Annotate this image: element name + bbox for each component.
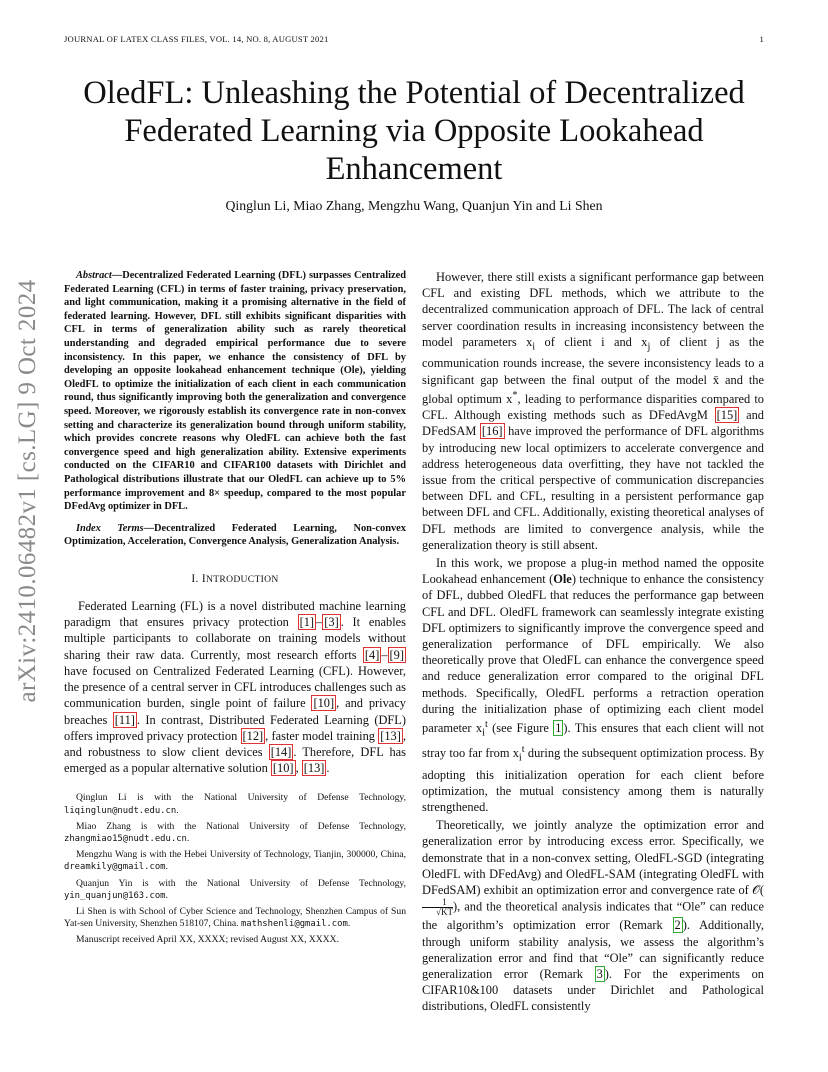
- abstract: [64, 269, 406, 514]
- citation-link[interactable]: [9]: [389, 647, 404, 662]
- email-link[interactable]: mathshenli@gmail.com: [240, 919, 348, 930]
- section-first-letter: I: [201, 572, 207, 585]
- citation-link[interactable]: [3]: [324, 615, 339, 630]
- text-run: ). Additionally, through uniform stability analysis, we assess the algorithm’s generalization error and find that “Ole” can significantly reduce generalization error (Remark: [422, 918, 764, 981]
- footnote-end: .: [165, 889, 168, 901]
- text-run: , leading to performance disparities compared to CFL. Although existing methods such as DFedAvgM: [422, 392, 765, 423]
- index-terms-text: —Decentralized Federated Learning, Non-convex Optimization, Acceleration, Convergence Analysis, Generalization Analysis.: [64, 522, 406, 548]
- citation-link[interactable]: [13]: [303, 761, 325, 776]
- text-run: of client j as the communication rounds increase, the severe inconsistency leads to a significant gap between the final output of the model x̄ and the global optimum x: [422, 334, 764, 407]
- text-run: However, there still exists a significant performance gap between CFL and existing DFL methods, which we attribute to the decentralized communication approach of DFL. The lack of central server coordination results in increasing inconsistency between the model parameters x: [422, 270, 764, 349]
- text-run: . It enables multiple participants to collaborate on training models without sharing their raw data. Currently, most research efforts: [64, 615, 406, 662]
- footnote-text: Qinglun Li is with the National University of Defense Technology,: [76, 792, 406, 804]
- remark-link[interactable]: 2: [674, 918, 681, 933]
- journal-header: JOURNAL OF LATEX CLASS FILES, VOL. 14, NO. 8, AUGUST 2021: [64, 34, 329, 44]
- text-run: ). For the experiments on CIFAR10&100 datasets under Dirichlet and Pathological distributions, OledFL consistently: [422, 966, 764, 1014]
- paragraph-this-work: [422, 555, 764, 815]
- subscript: j: [647, 341, 651, 353]
- text-run: , faster model training: [265, 728, 379, 743]
- citation-link[interactable]: [13]: [380, 728, 401, 743]
- footnote-end: .: [176, 804, 179, 816]
- text-run: Theoretically, we jointly analyze the optimization error and generalization error by introducing excess error. Specifically, we demonstrate that in a non-convex setting, OledFL-SGD (integrating OledFL with DFedAvg) and OledFL-SAM (integrating OledFL with DFedSAM) exhibit an optimization error and convergence rate of 𝒪(: [422, 818, 764, 898]
- manuscript-dates: [64, 934, 406, 946]
- text-run: ,: [295, 761, 302, 776]
- figure-link[interactable]: 1: [555, 721, 562, 736]
- text-run: (see Figure: [487, 721, 554, 736]
- footnote-text: Quanjun Yin is with the National University of Defense Technology,: [76, 877, 406, 889]
- superscript: t: [484, 719, 488, 731]
- text-run: –: [381, 647, 388, 662]
- abstract-label: Abstract: [76, 270, 112, 281]
- text-run: ). This ensures that each client will not stray too far from x: [422, 721, 764, 760]
- paragraph-performance-gap: [422, 269, 764, 553]
- paragraph-theory: [422, 817, 764, 1014]
- superscript: *: [512, 389, 518, 401]
- author-footnotes: [64, 792, 406, 946]
- bold-term: Ole: [553, 572, 572, 587]
- email-link[interactable]: liqinglun@nudt.edu.cn: [64, 805, 177, 816]
- section-heading-introduction: [64, 571, 406, 588]
- running-header: [64, 34, 764, 48]
- footnote-text: Miao Zhang is with the National University of Defense Technology,: [76, 820, 406, 832]
- text-run: ), and the theoretical analysis indicates that “Ole” can reduce the algorithm’s optimization error (Remark: [422, 899, 764, 933]
- citation-link[interactable]: [12]: [242, 728, 264, 743]
- remark-link[interactable]: 3: [596, 966, 603, 981]
- subscript: i: [532, 341, 536, 353]
- fraction-denominator: √KT: [436, 907, 453, 918]
- text-run: –: [316, 615, 323, 630]
- abstract-text: —Decentralized Federated Learning (DFL) surpasses Centralized Federated Learning (CFL) in terms of faster training, privacy preservation, and light communication, making it a promising alternative in the field of federated learning. However, DFL still exhibits significant disparities with CFL in terms of generalization ability such as rarely theoretical understanding and degraded empirical performance due to severe inconsistency. In this paper, we enhance the consistency of DFL by developing an opposite lookahead enhancement technique (Ole), yielding OledFL to optimize the initialization of each client in each communication round, thus significantly improving both the generalization and convergence speed. Moreover, we rigorously establish its convergence rate in non-convex setting and characterize its generalization bound through uniform stability, which provides concrete reasons why OledFL can achieve both the fast convergence speed and high generalization ability. Extensive experiments conducted on the CIFAR10 and CIFAR100 datasets with Dirichlet and Pathological distributions illustrate that our OledFL can achieve up to 5% performance improvement and 8× speedup, compared to the most popular DFedAvg optimizer in DFL.: [64, 270, 406, 513]
- footnote: [64, 878, 406, 902]
- footnote-text: Mengzhu Wang is with the Hebei University of Technology, Tianjin, 300000, China,: [76, 849, 406, 861]
- footnote-end: .: [186, 832, 190, 844]
- citation-link[interactable]: [11]: [114, 712, 135, 727]
- text-run: have focused on Centralized Federated Learning (CFL). However, the presence of a central server in CFL introduces challenges such as communication burden, single point of failure: [64, 663, 406, 711]
- intro-paragraph-1: [64, 598, 406, 776]
- index-terms: [64, 522, 406, 549]
- citation-link[interactable]: [14]: [270, 744, 292, 759]
- citation-link[interactable]: [10]: [272, 761, 294, 776]
- citation-link[interactable]: [16]: [481, 424, 503, 439]
- subscript: i: [482, 727, 485, 739]
- left-column: [64, 269, 406, 951]
- author-list: Qinglun Li, Miao Zhang, Mengzhu Wang, Quanjun Yin and Li Shen: [225, 198, 603, 213]
- text-run: , and privacy breaches: [64, 696, 407, 727]
- text-run: , and robustness to slow client devices: [64, 728, 406, 759]
- email-link[interactable]: dreamkily@gmail.com: [64, 862, 166, 873]
- section-numeral: I.: [191, 572, 199, 585]
- footnote: [64, 906, 406, 930]
- footnote: [64, 849, 406, 873]
- footnote-end: .: [347, 918, 351, 930]
- right-column: [422, 269, 764, 1015]
- text-run: Federated Learning (FL) is a novel distributed machine learning paradigm that ensures privacy protection: [64, 599, 406, 630]
- citation-link[interactable]: [15]: [716, 408, 738, 423]
- citation-link[interactable]: [1]: [299, 615, 315, 630]
- text-run: of client i and x: [535, 334, 648, 349]
- page-number: 1: [759, 34, 764, 44]
- email-link[interactable]: zhangmiao15@nudt.edu.cn: [64, 833, 187, 844]
- fraction: [422, 898, 453, 917]
- fraction-numerator: 1: [422, 898, 453, 908]
- footnote-text: Manuscript received April XX, XXXX; revised August XX, XXXX.: [76, 934, 339, 946]
- footnote: [64, 792, 406, 816]
- citation-link[interactable]: [4]: [364, 647, 380, 662]
- text-run: In this work, we propose a plug-in method named the opposite Lookahead enhancement (: [422, 556, 764, 587]
- index-terms-label: Index Terms: [76, 522, 144, 534]
- footnote: [64, 821, 406, 845]
- text-run: ) technique to enhance the consistency of DFL, dubbed OledFL that reduces the performance gap between CFL and DFL. OledFL framework can seamlessly integrate existing DFL optimizers to significantly improve the convergence speed and generalization performance of DFL empirically. We also theoretically prove that OledFL can enhance the convergence speed and reduce generalization error compared to the original DFL methods. Specifically, OledFL performs a retraction operation during the initialization phase of optimizing each client model parameter x: [422, 572, 764, 736]
- text-run: . In contrast, Distributed Federated Learning (DFL) offers improved privacy protection: [64, 712, 406, 743]
- email-link[interactable]: yin_quanjun@163.com: [64, 890, 166, 901]
- text-run: .: [326, 761, 330, 776]
- text-run: have improved the performance of DFL algorithms by introducing new local optimizers to accelerate convergence and address heterogeneous data overfitting, they have not tackled the issue from the critical perspective of communication discrepancies between DFL and CFL, resulting in a persistent performance gap between DFL and CFL. Additionally, existing theoretical analyses of DFL methods are limited to convergence analysis, while the generalization theory is still absent.: [422, 424, 764, 552]
- footnote-end: .: [165, 861, 168, 873]
- paper-title: OledFL: Unleashing the Potential of Decentralized Federated Learning via Opposite Lookahead Enhancement: [83, 75, 745, 187]
- text-run: during the subsequent optimization process. By adopting this initialization operation for each client before optimization, the mutual consistency among them is naturally strengthened.: [422, 746, 765, 815]
- superscript: t: [521, 743, 525, 755]
- citation-link[interactable]: [10]: [313, 696, 335, 711]
- footnote-text: Li Shen is with School of Cyber Science and Technology, Shenzhen Campus of Sun Yat-sen University, Shenzhen 518107, China.: [64, 905, 406, 930]
- arxiv-stamp[interactable]: [4, 279, 52, 703]
- text-run: and DFedSAM: [422, 408, 764, 439]
- section-rest: NTRODUCTION: [206, 573, 279, 585]
- arxiv-stamp-text: arXiv:2410.06482v1 [cs.LG] 9 Oct 2024: [14, 279, 41, 703]
- text-run: . Therefore, DFL has emerged as a popular alternative solution: [64, 744, 406, 776]
- subscript: i: [518, 752, 522, 764]
